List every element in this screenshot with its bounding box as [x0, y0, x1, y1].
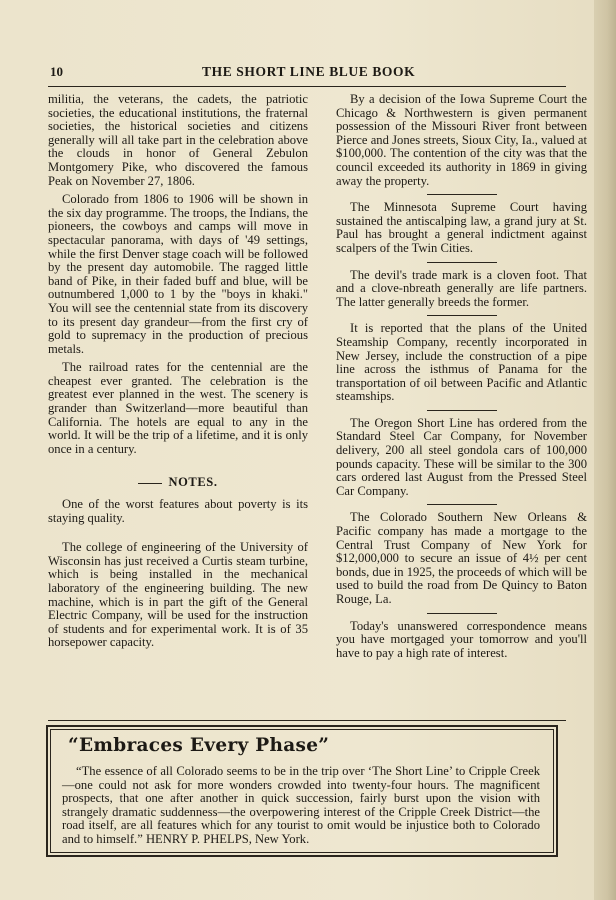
separator-rule: [427, 315, 497, 316]
paragraph-iowa: By a decision of the Iowa Supreme Court the Chicago & Northwestern is given permanent possession of the Missouri River front between Pierce and Jones streets, Sioux City, Ia., valued at $100,000. The contention of the city was that the council exceeded its authority in 1869 in giving away the property.: [336, 92, 587, 188]
notes-dash: [138, 483, 162, 484]
separator-rule: [427, 262, 497, 263]
paragraph-poverty: One of the worst features about poverty is its staying quality.: [48, 497, 308, 525]
paragraph-devil: The devil's trade mark is a cloven foot. That and a clove-nbreath generally are life partners. The latter generally breeds the former.: [336, 267, 587, 309]
running-title: THE SHORT LINE BLUE BOOK: [202, 64, 416, 79]
footer-rule: [48, 720, 566, 721]
separator-rule: [427, 410, 497, 411]
left-column: [48, 93, 308, 650]
paragraph-wisconsin: The college of engineering of the University of Wisconsin has just received a Curtis steam turbine, which is being installed in the mechanical laboratory of the engineering building. The new machine, which is in part the gift of the General Electric Company, will be used for the instruction of students and for experimental work. It is of 35 horsepower capacity.: [48, 540, 308, 650]
testimonial-box: [46, 725, 558, 857]
paragraph-steamship: It is reported that the plans of the United Steamship Company, recently incorporated in New Jersey, include the construction of a pipe line across the isthmus of Panama for the transportation of oil between Pacific and Atlantic steamships.: [336, 321, 587, 404]
header-rule: [48, 86, 566, 87]
page-spine-edge: [594, 0, 616, 900]
paragraph-correspondence: Today's unanswered correspondence means you have mortgaged your tomorrow and you'll have to pay a high rate of interest.: [336, 618, 587, 660]
page-header: [50, 64, 562, 82]
paragraph-rates: The railroad rates for the centennial are the cheapest ever granted. The celebration is the greatest ever planned in the west. The scenery is grander than Switzerland—more beautiful than California. The hotels are equal to any in the world. It will be the trip of a lifetime, and it is only once in a century.: [48, 360, 308, 456]
paragraph-oregon: The Oregon Short Line has ordered from the Standard Steel Car Company, for November delivery, 200 all steel gondola cars of 100,000 pounds capacity. These will be similar to the 300 cars ordered last August from the Pressed Steel Car Company.: [336, 415, 587, 498]
separator-rule: [427, 194, 497, 195]
notes-heading: NOTES.: [48, 476, 308, 490]
paragraph-programme: Colorado from 1806 to 1906 will be shown in the six day programme. The troops, the Indians, the pioneers, the cowboys and camps will move in spectacular panorama, with days of '49 settings, while the first Denver stage coach will be followed by the present day automobile. The ragged little band of Pike, in their faded buff and blue, will be outnumbered 1,000 to 1 by the "boys in khaki." You will see the centennial state from its discovery to its present day grandeur—from the first cry of gold to supremacy in the production of precious metals.: [48, 192, 308, 356]
paragraph-colorado-southern: The Colorado Southern New Orleans & Pacific company has made a mortgage to the Central Trust Company of New York for $12,000,000 to secure an issue of 4½ per cent bonds, due in 1925, the proceeds of which will be used to build the road from De Quincy to Baton Rouge, La.: [336, 510, 587, 606]
testimonial-title: “Embraces Every Phase”: [68, 735, 330, 756]
paragraph-minnesota: The Minnesota Supreme Court having sustained the antiscalping law, a grand jury at St. Paul has brought a general indictment against scalpers of the Twin Cities.: [336, 200, 587, 255]
separator-rule: [427, 504, 497, 505]
separator-rule: [427, 613, 497, 614]
right-column: [336, 93, 587, 660]
testimonial-text: “The essence of all Colorado seems to be in the trip over ‘The Short Line’ to Cripple Creek—one could not ask for more wonders crowded into twenty-four hours. The magnificent prospects, that one after another in quick succession, fairly burst upon the vision with strangely dramatic suddenness—the overpowering interest of the Cripple Creek District—the road itself, are all features which for any tourist to omit would be injustice both to Colorado and to himself.” HENRY P. PHELPS, New York.: [62, 764, 540, 846]
paragraph-celebration: militia, the veterans, the cadets, the patriotic societies, the educational institutions, the fraternal societies, the historical societies and citizens generally will all take part in the celebration above the clouds in honor of General Zebulon Montgomery Pike, who discovered the famous Peak on November 27, 1806.: [48, 92, 308, 188]
page-number: 10: [50, 64, 63, 79]
